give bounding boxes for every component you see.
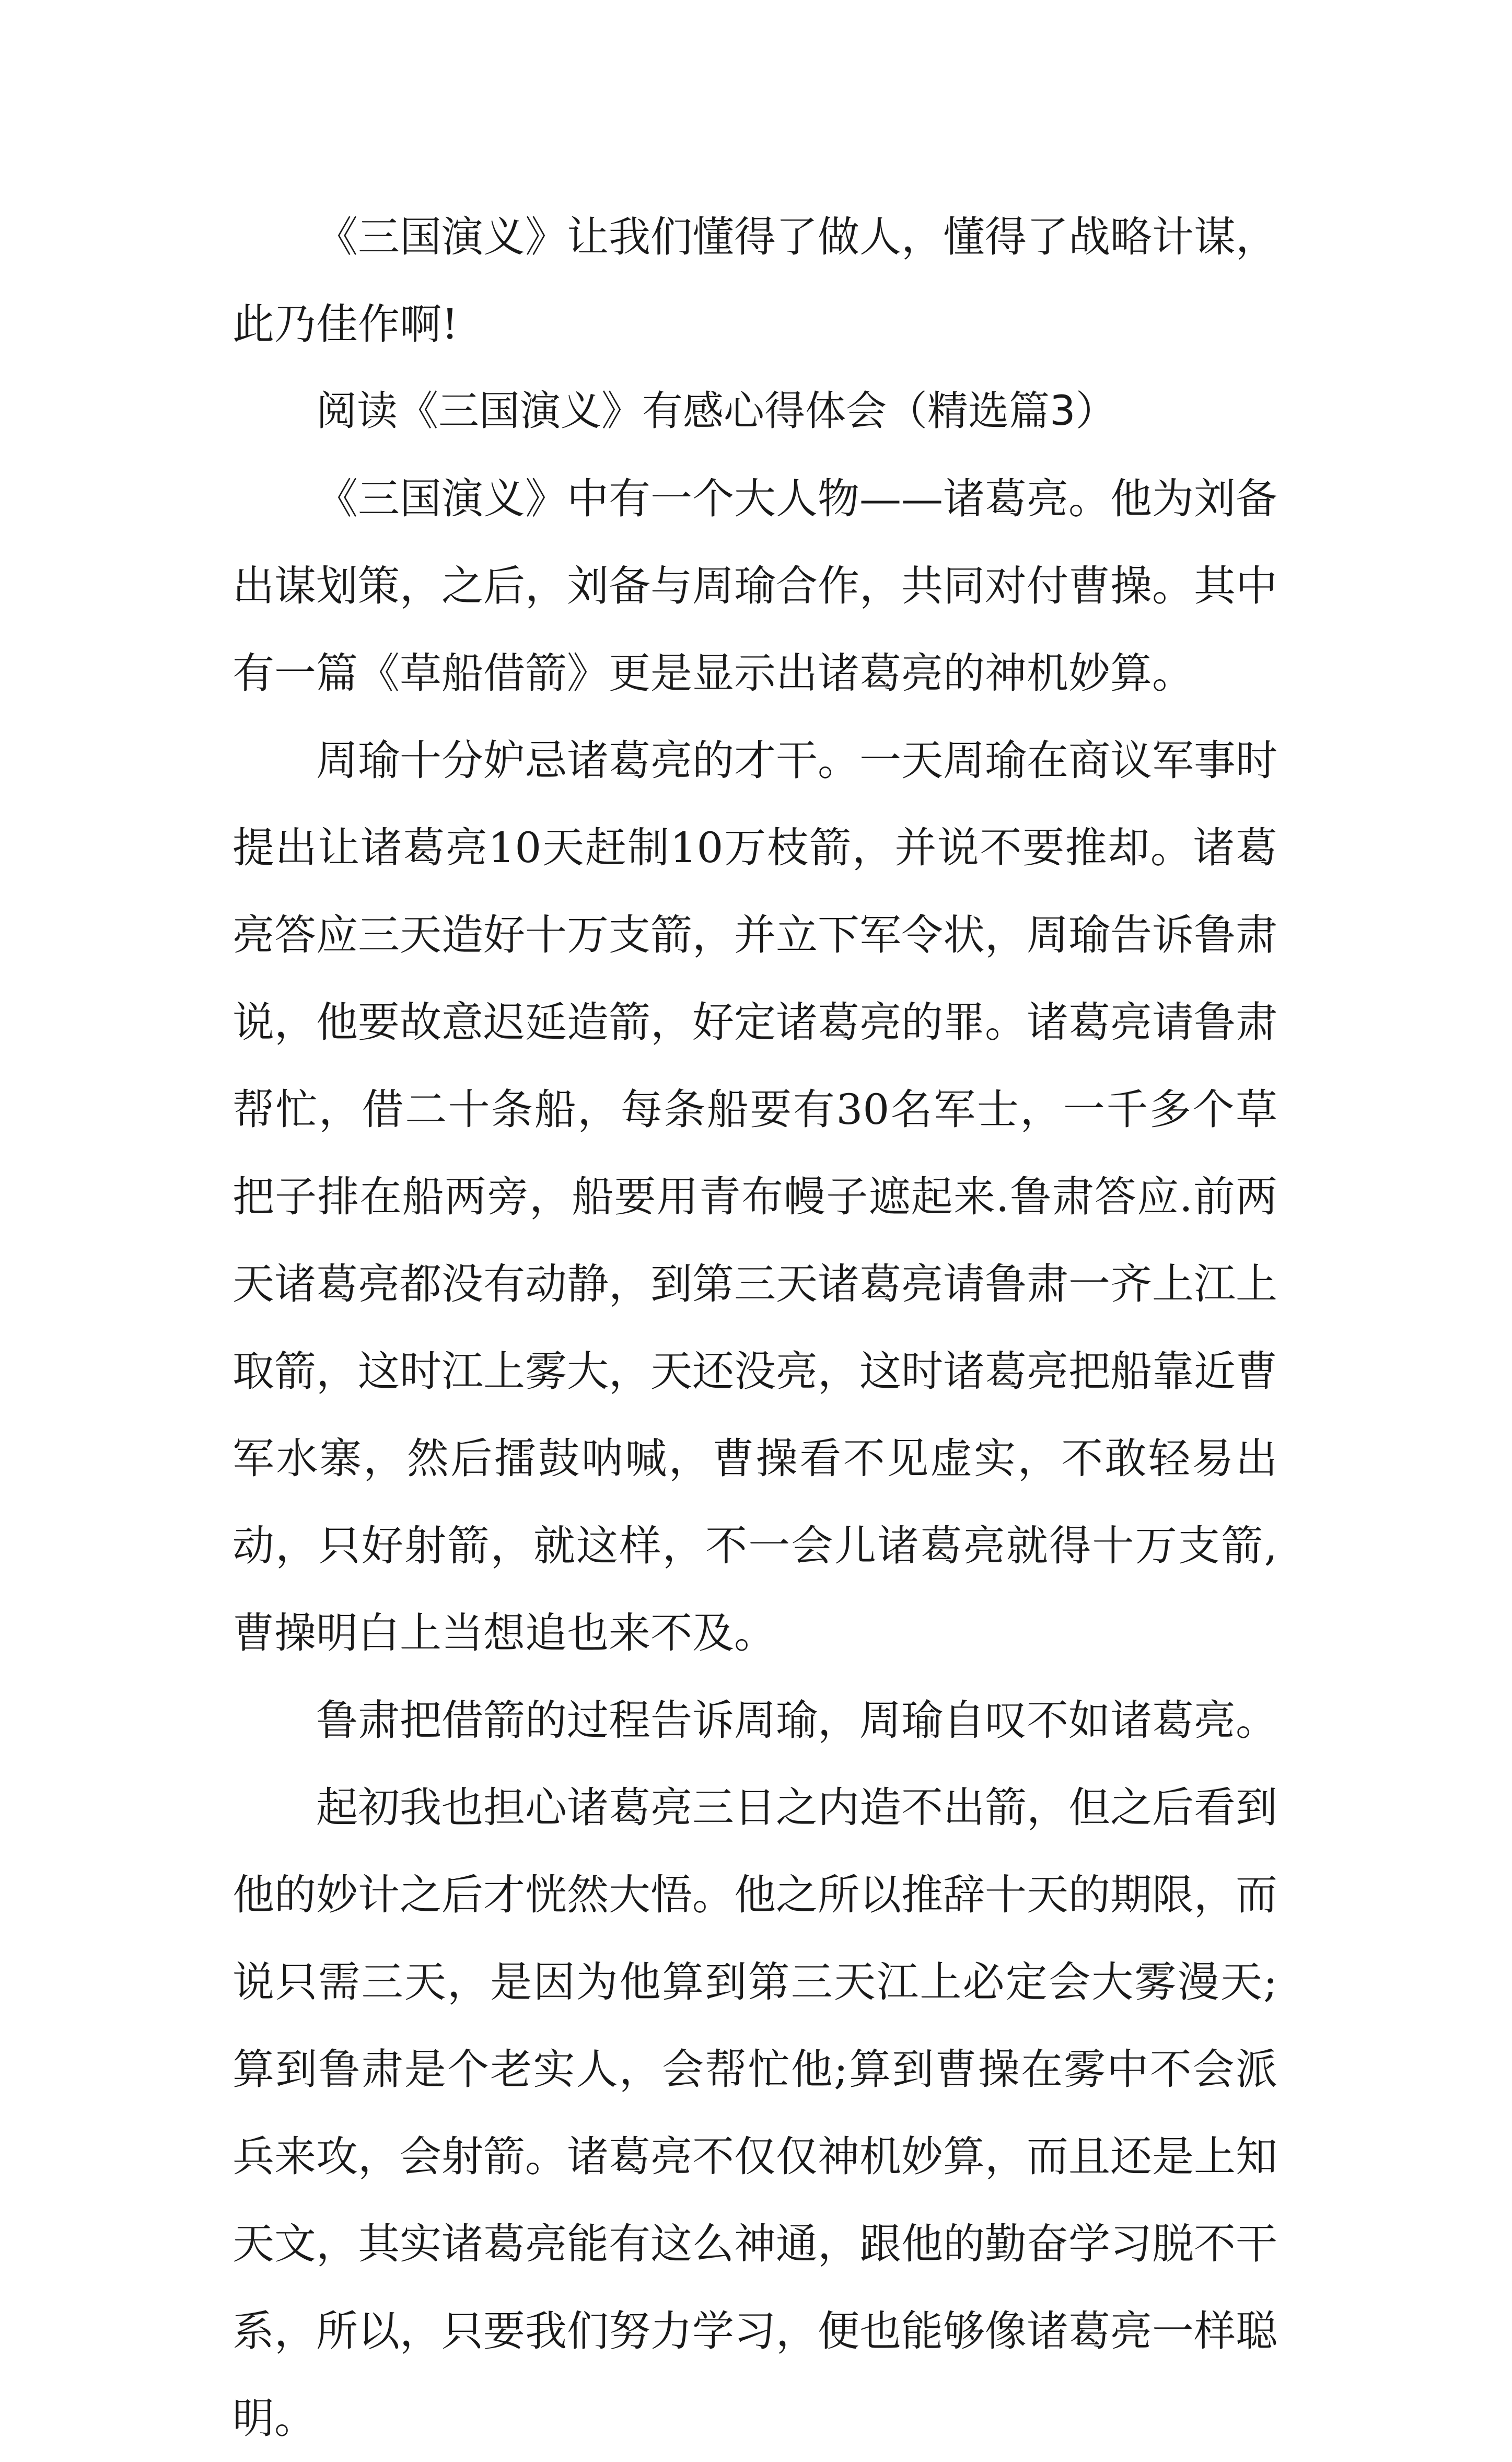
paragraph-story: 周瑜十分妒忌诸葛亮的才干。一天周瑜在商议军事时提出让诸葛亮10天赶制10万枝箭，并说不要推却。诸葛亮答应三天造好十万支箭，并立下军令状，周瑜告诉鲁肃说，他要故意迟延造箭，好定诸葛亮的罪。诸葛亮请鲁肃帮忙，借二十条船，每条船要有30名军士，一千多个草把子排在船两旁，船要用青布幔子遮起来.鲁肃答应.前两天诸葛亮都没有动静，到第三天诸葛亮请鲁肃一齐上江上取箭，这时江上雾大，天还没亮，这时诸葛亮把船靠近曹军水寨，然后擂鼓呐喊，曹操看不见虚实，不敢轻易出动，只好射箭，就这样，不一会儿诸葛亮就得十万支箭,曹操明白上当想追也来不及。 xyxy=(232,736,1277,1657)
section-heading: 阅读《三国演义》有感心得体会（精选篇3） xyxy=(316,388,1116,435)
paragraph-reflection: 起初我也担心诸葛亮三日之内造不出箭，但之后看到他的妙计之后才恍然大悟。他之所以推辞十天的期限，而说只需三天，是因为他算到第三天江上必定会大雾漫天;算到鲁肃是个老实人，会帮忙他;算到曹操在雾中不会派兵来攻，会射箭。诸葛亮不仅仅神机妙算，而且还是上知天文，其实诸葛亮能有这么神通，跟他的勤奋学习脱不干系，所以，只要我们努力学习，便也能够像诸葛亮一样聪明。 xyxy=(232,1783,1277,2443)
paragraph-lu-su: 鲁肃把借箭的过程告诉周瑜，周瑜自叹不如诸葛亮。 xyxy=(316,1696,1277,1745)
paragraph-intro: 《三国演义》中有一个大人物——诸葛亮。他为刘备出谋划策，之后，刘备与周瑜合作，共同对付曹操。其中有一篇《草船借箭》更是显示出诸葛亮的神机妙算。 xyxy=(232,474,1277,698)
paragraph-conclusion: 《三国演义》让我们懂得了做人，懂得了战略计谋，此乃佳作啊! xyxy=(232,213,1277,349)
document-body xyxy=(232,193,1277,2462)
